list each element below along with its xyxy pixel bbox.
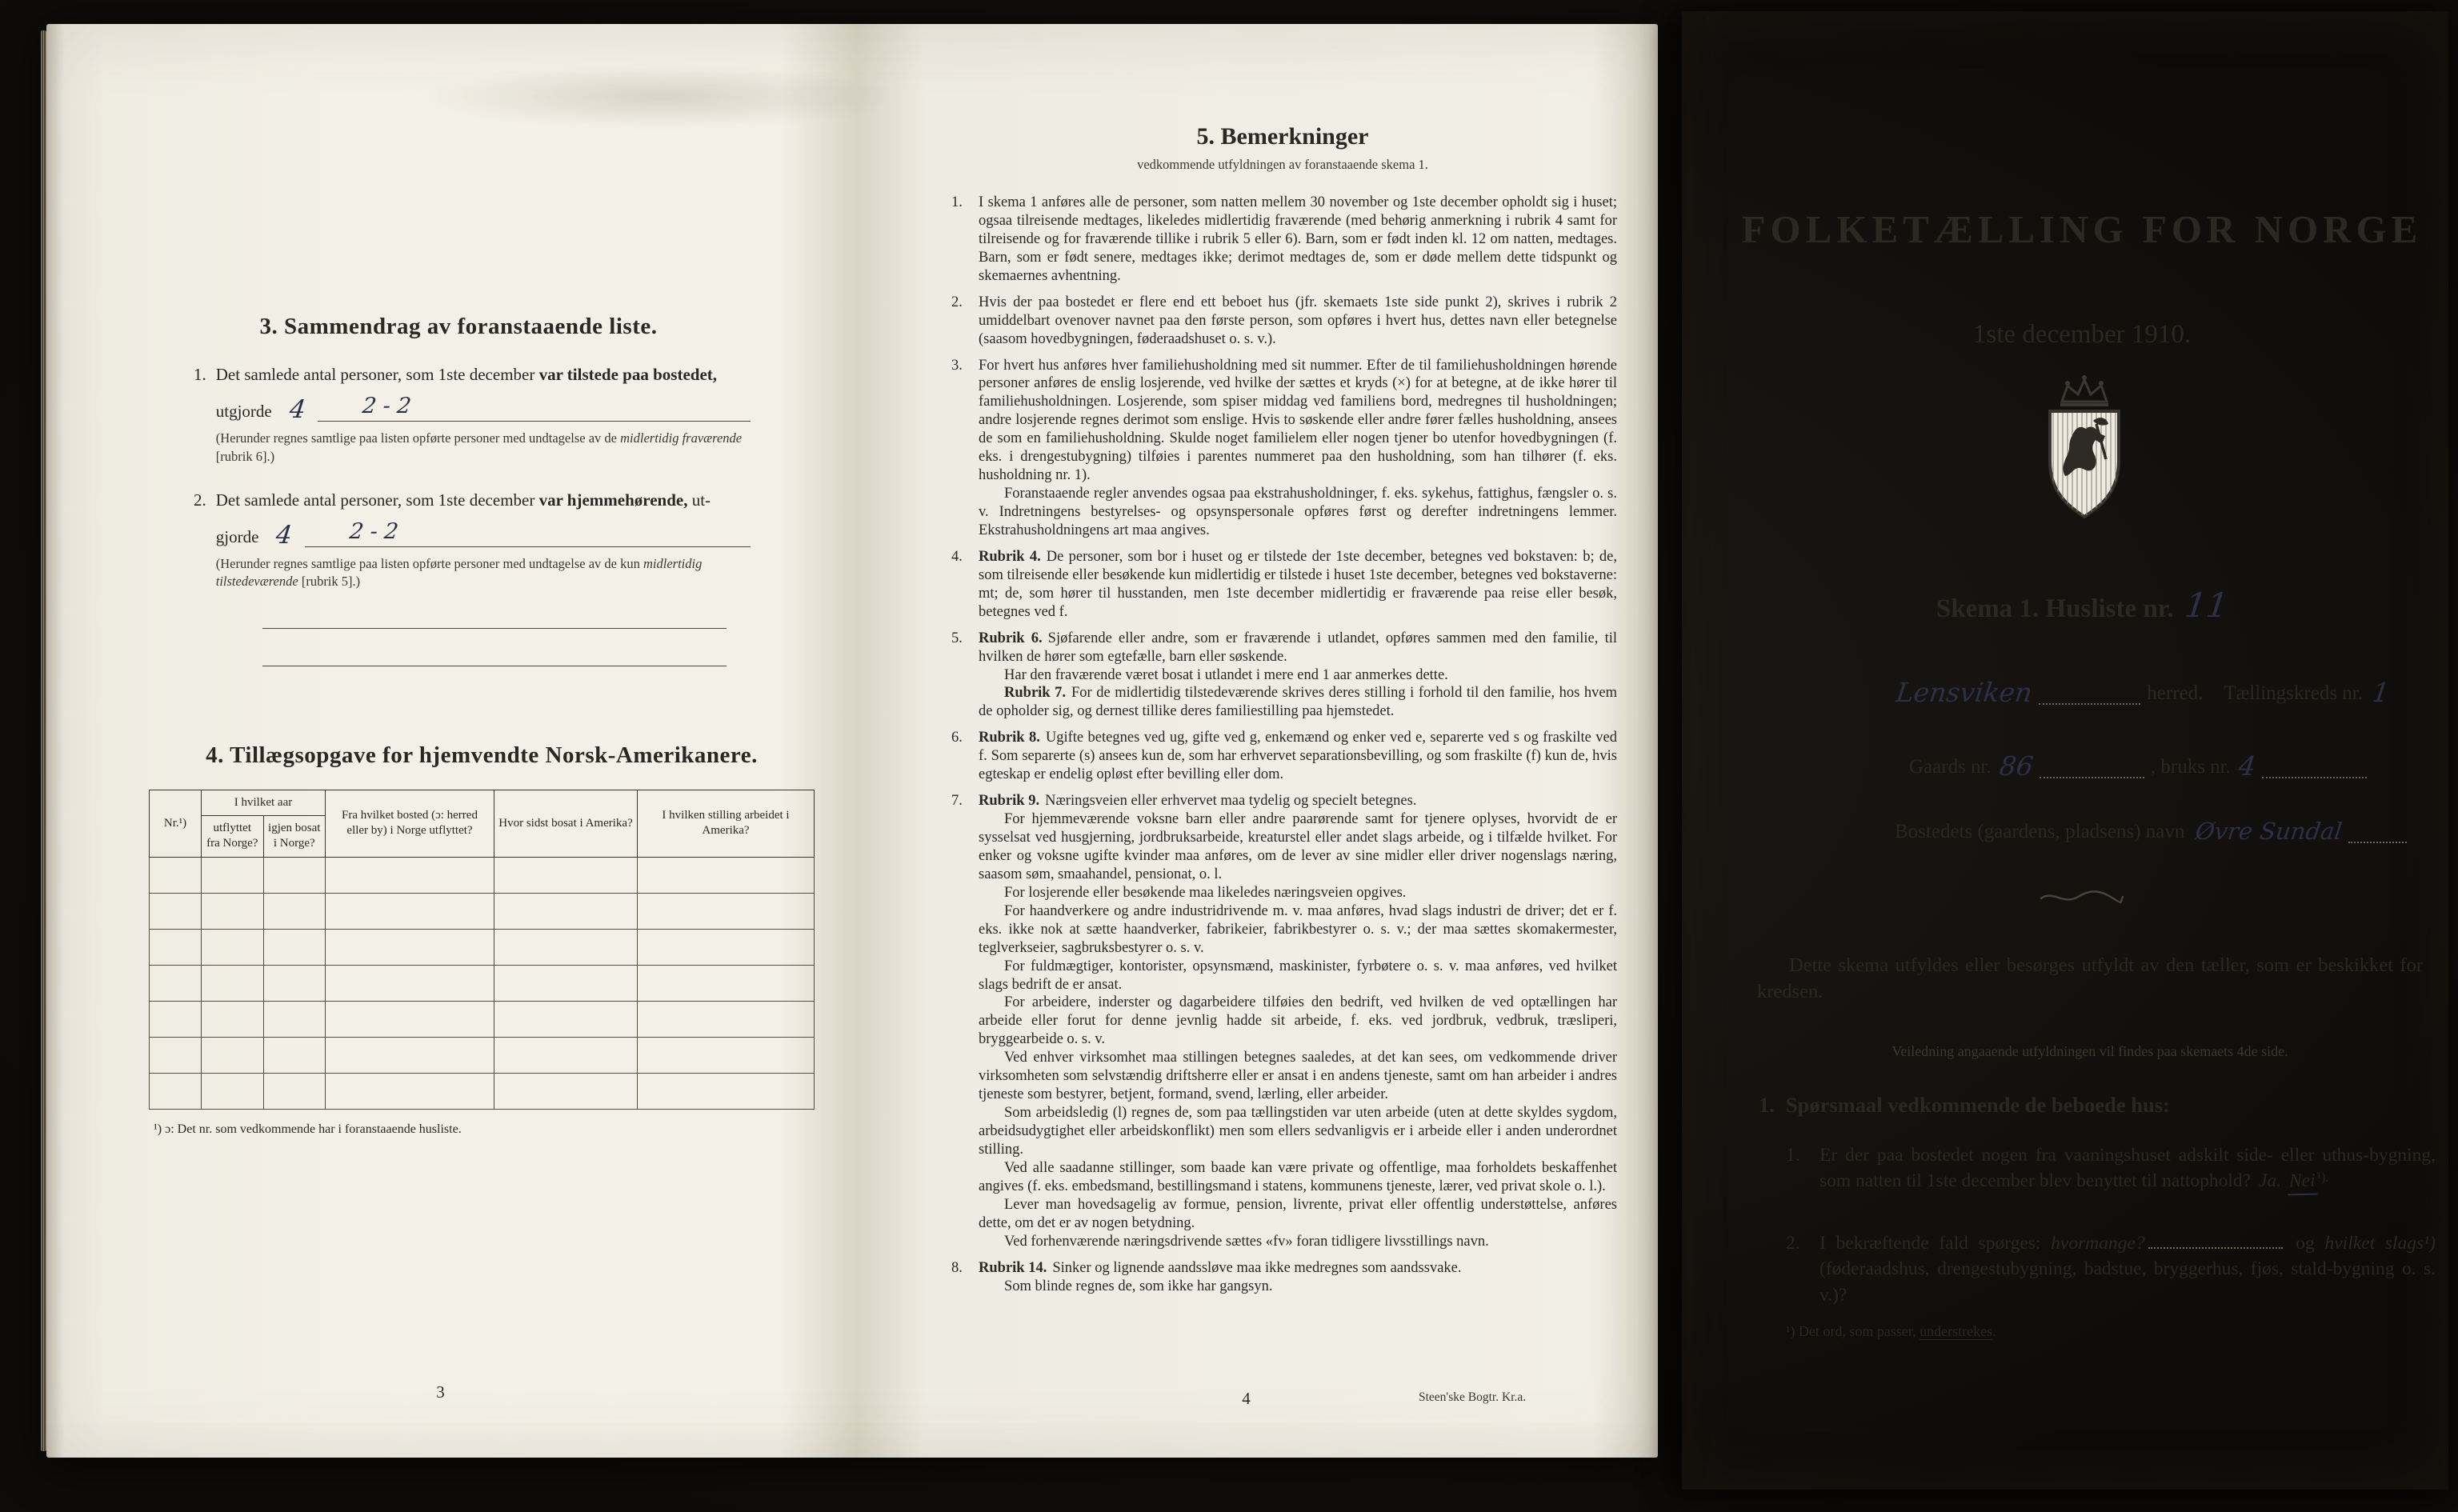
table-row (150, 1073, 815, 1109)
col-header-where: Hvor sidst bosat i Amerika? (494, 790, 638, 858)
item-number: 1. (194, 365, 206, 384)
handwritten-kreds-number: 1 (2370, 677, 2392, 708)
question-2: 2. I bekræftende fald spørges: hvormange? og hvilket slags¹) (føderaadshus, drengestubygning, badstue, bryggerhus, fjøs, stald-bygning o. s. v.)? (1786, 1233, 2436, 1306)
summary-item-text: Det samlede antal personer, som 1ste december var hjemmehørende, ut- (215, 490, 711, 510)
coat-of-arms-icon (2016, 370, 2152, 546)
dotted-rule (2040, 760, 2144, 778)
questions-heading: 1. Spørsmaal vedkommende de beboede hus: (1759, 1093, 2170, 1117)
bemerkning-item: 8. Rubrik 14. Sinker og lignende aandssløve maa ikke medregnes som aandssvake. Som blinde regnes de, som ikke har gangsyn. (951, 1259, 1462, 1294)
col-header-year-group: I hvilket aar (202, 790, 326, 816)
bemerkning-item: 7. Rubrik 9. Næringsveien eller erhvervet maa tydelig og specielt betegnes. For hjemmeværende voksne barn eller andre paarørende samt for tjenere oplyses, hvorvidt de er sysselsat ved husgjerning, jordbruksarbeide, kreaturstel eller andet slags arbeide, og i tilfælde hvilket. For enker og voksne ugifte kvinder maa anføres, om de lever av sine midler eller driver nogenslags næring, saasom søm, smaahandel, pensionat, o. l. For losjerende eller besøkende maa likeledes næringsveien opgives. For haandverkere og andre industridrivende m. v. maa anføres, hvad slags industri de driver; det er f. eks. ikke nok at sætte haandverker, fabrikeier, fabrikbestyrer o. s. v.; der maa sættes skomakermester, teglverkseier, sagbruksbestyrer o. s. v. For fuldmægtiger, kontorister, opsynsmænd, maskinister, fyrbøtere o. s. v. maa anføres, ved hvilket slags bedrift de er ansat. For arbeidere, inderster og dagarbeidere tilføies den bedrift, ved hvilken de ved optællingen har arbeide eller forut for denne jevnlig hadde sit arbeide, f. eks. ved jordbruk, vedbruk, træsliperi, bryggearbeide o. s. v. Ved enhver virksomhet maa stillingen betegnes saaledes, at det kan sees, om vedkommende driver virksomheten som selvstændig driftsherre eller er ansat i en andens tjeneste, samt om han arbeider i andres tjeneste som bestyrer, betjent, formand, svend, lærling, eller arbeider. Som arbeidsledig (l) regnes de, som paa tællingstiden var uten arbeide (uten at dette skyldes sygdom, arbeidsudygtighet eller arbeidskonflikt) men som ellers sedvanligvis er i arbeide eller i anden underordnet stilling. Ved alle saadanne stillinger, som baade kan være private og offentlige, maa forholdets beskaffenhet angives (f. eks. embedsmand, bestillingsmand i statens, kommunens tjeneste, lærer, ved privat skole o. l.). Lever man hovedsagelig av formue, pension, livrente, privat eller offentlig understøttelse, anføres dette, om det er av nogen betydning. Ved forhenværende næringsdrivende sættes «fv» foran tidligere livsstillings navn. (951, 793, 1617, 1250)
page-footnote: ¹) Det ord, som passer, understrekes. (1786, 1323, 1996, 1339)
question-1: 1. Er der paa bostedet nogen fra vaaningshuset adskilt side- eller uthus-bygning, som natten til 1ste december blev benyttet til nattophold? Ja. Nei $^{^1).}$ (1786, 1142, 2436, 1196)
dotted-rule (2348, 825, 2407, 843)
handwritten-herred-name: Lensviken (1894, 677, 2035, 708)
item-number: 2. (194, 490, 206, 510)
col-header-emigrated: utflyttet fra Norge? (202, 816, 264, 857)
table-row (150, 1037, 815, 1073)
page-3 (46, 24, 835, 1458)
section4-title: 4. Tillægsopgave for hjemvendte Norsk-Amerikanere. (206, 742, 758, 768)
summary-item-answer-line: gjorde 4 2 - 2 (216, 522, 751, 547)
handwritten-gaard-number: 86 (1997, 750, 2036, 782)
norwegian-americans-table (149, 790, 815, 1110)
table-row (150, 965, 815, 1001)
usa-table-body (150, 857, 815, 1109)
bemerkning-item: 2. Hvis der paa bostedet er flere end ett beboet hus (jfr. skemaets 1ste side punkt 2), skrives i rubrik 2 umiddelbart ovenover navnet paa den første person, som opføres i hvert hus, dettes navn eller betegnelse (saasom hovedbygningen, føderaadshuset o. s. v.). (951, 294, 1617, 347)
herred-line: Lensviken herred. Tællingskreds nr. 1 (1894, 677, 2392, 708)
gaard-line: Gaards nr. 86 , bruks nr. 4 (1909, 754, 2373, 778)
col-header-returned: igjen bosat i Norge? (263, 816, 326, 857)
answer-ja: Ja. (2259, 1170, 2282, 1192)
page-4 (835, 24, 1658, 1458)
answer-rule (318, 394, 751, 422)
summary-item-2 (194, 490, 751, 591)
handwritten-bruk-number: 4 (2236, 750, 2258, 782)
summary-item-1 (194, 364, 751, 466)
skema-heading: Skema 1. Husliste nr. 11 (1936, 586, 2231, 625)
summary-item-text: Det samlede antal personer, som 1ste december var tilstede paa bostedet, (215, 365, 718, 384)
census-date: 1ste december 1910. (1972, 320, 2192, 349)
teller-instruction: Dette skema utfyldes eller besørges utfyldt av den tæller, som er beskikket for kredsen. (1757, 954, 2423, 1003)
norwegian-americans-section (149, 742, 815, 1137)
page-right (1682, 11, 2448, 1490)
bemerkninger-section (948, 123, 1617, 1303)
table-row (150, 857, 815, 893)
table-row (150, 893, 815, 929)
summary-item-note: (Herunder regnes samtlige paa listen opførte personer med undtagelse av de midlertidig fraværende [rubrik 6].) (215, 430, 743, 464)
printer-imprint: Steen'ske Bogtr. Kr.a. (1419, 1390, 1527, 1404)
dotted-rule (2039, 686, 2141, 705)
bemerkninger-subtitle: vedkommende utfyldningen av foranstaaende skema 1. (1137, 157, 1428, 172)
bemerkning-item: 3. For hvert hus anføres hver familiehusholdning med sit nummer. Efter de til familiehusholdningen hørende personer anføres de enslig losjerende, ved hvilke der sættes et kryds (×) for at betegne, at de ikke hører til familiehusholdningen. Losjerende, som spiser middag ved familiens bord, medregnes til husholdningen; andre losjerende regnes derimot som enslige. Hvis to søskende eller andre fører fælles husholdning, ansees de som en familiehusholdning. Skulde noget familielem eller nogen tjener bo utenfor hovedbygningen (f. eks. i drengestubygning) tilføies i parentes nummeret paa den husholdning, som han tilhører (f. eks. husholdning nr. 1). Foranstaaende regler anvendes ogsaa paa ekstrahusholdninger, f. eks. sykehus, fattighus, fængsler o. s. v. Indretningens bestyrelses- og opsynspersonale opføres først og derefter indretningens lemmer. Ekstrahusholdningens art maa angives. (951, 357, 1617, 538)
left-spread (46, 24, 1658, 1458)
table-row (150, 1001, 815, 1037)
section3-title: 3. Sammendrag av foranstaaende liste. (259, 314, 658, 339)
handwritten-total: 4 (274, 521, 294, 550)
table-footnote: ¹) ɔ: Det nr. som vedkommende har i foranstaaende husliste. (154, 1122, 462, 1136)
page-number-3: 3 (436, 1382, 445, 1402)
handwritten-bosted-name: Øvre Sundal (2194, 818, 2344, 846)
summary-section (166, 314, 751, 666)
bemerkninger-title: 5. Bemerkninger (1196, 123, 1369, 150)
divider-flourish-icon (1730, 888, 2434, 911)
answer-rule (305, 519, 751, 547)
bemerkning-item: 5. Rubrik 6. Sjøfarende eller andre, som er fraværende i utlandet, opføres sammen med den familie, til hvilken de hører som egtefælle, barn eller søskende. Har den fraværende været bosat i utlandet i mere end 1 aar anmerkes dette. Rubrik 7. For de midlertidig tilstedeværende skrives deres stilling i forhold til den familie, hos hvem de opholder sig, og dernest tillike deres familiestilling paa hjemstedet. (951, 630, 1618, 720)
handwritten-split: 2 - 2 (361, 394, 414, 419)
handwritten-total: 4 (287, 395, 307, 425)
col-header-nr: Nr.¹) (150, 790, 202, 858)
handwritten-split: 2 - 2 (348, 519, 400, 545)
bemerkninger-list (948, 194, 1617, 1295)
bemerkning-item: 6. Rubrik 8. Ugifte betegnes ved ug, gifte ved g, enkemænd og enker ved e, separerte ved s og fraskilte ved f. Som separerte (s) ansees kun de, som har erhvervet separationsbevilling, og som fraskilte (f) kun de, hvis egteskap er endelig opløst efter bevilling eller dom. (951, 730, 1617, 783)
answer-nei-underlined: Nei (2288, 1168, 2317, 1196)
table-row (150, 929, 815, 965)
page-number-4: 4 (1242, 1389, 1251, 1408)
guide-note: Veiledning angaaende utfyldningen vil findes paa skemaets 4de side. (1892, 1043, 2288, 1059)
col-header-from: Fra hvilket bosted (ɔ: herred eller by) i Norge utflyttet? (326, 790, 494, 858)
blank-rule (262, 628, 727, 629)
summary-item-note: (Herunder regnes samtlige paa listen opførte personer med undtagelse av de kun midlertidig tilstedeværende [rubrik 5].) (215, 556, 703, 590)
bemerkning-item: 4. Rubrik 4. De personer, som bor i huset og er tilstede der 1ste december, betegnes ved bokstaven: b; de, som tilreisende eller besøkende kun midlertidig er tilstede i huset 1ste december, betegnes ved bokstaverne: mt; de, som hører til husstanden, men 1ste december midlertidig er fraværende paa reise eller besøk, betegnes ved f. (951, 548, 1618, 620)
summary-item-answer-line: utgjorde 4 2 - 2 (216, 397, 751, 422)
dotted-rule (2148, 1234, 2283, 1249)
census-title: FOLKETÆLLING FOR NORGE (1741, 207, 2423, 251)
handwritten-husliste-number: 11 (2182, 586, 2231, 625)
col-header-position: I hvilken stilling arbeidet i Amerika? (638, 790, 815, 858)
bosted-line: Bostedets (gaardens, pladsens) navn Øvre Sundal (1895, 821, 2413, 843)
dotted-rule (2262, 760, 2367, 778)
bemerkning-item: 1. I skema 1 anføres alle de personer, som natten mellem 30 november og 1ste december opholdt sig i huset; ogsaa tilreisende medtages, likeledes midlertidig fraværende (med behørig anmerkning i rubrik 4 samt for tilreisende og for fraværende tillike i rubrik 5 eller 6). Barn, som er født inden kl. 12 om natten, medtages. Barn, som er født senere, medtages ikke; derimot medtages de, som er døde mellem dette tidspunkt og skemaernes avhentning. (951, 194, 1617, 284)
